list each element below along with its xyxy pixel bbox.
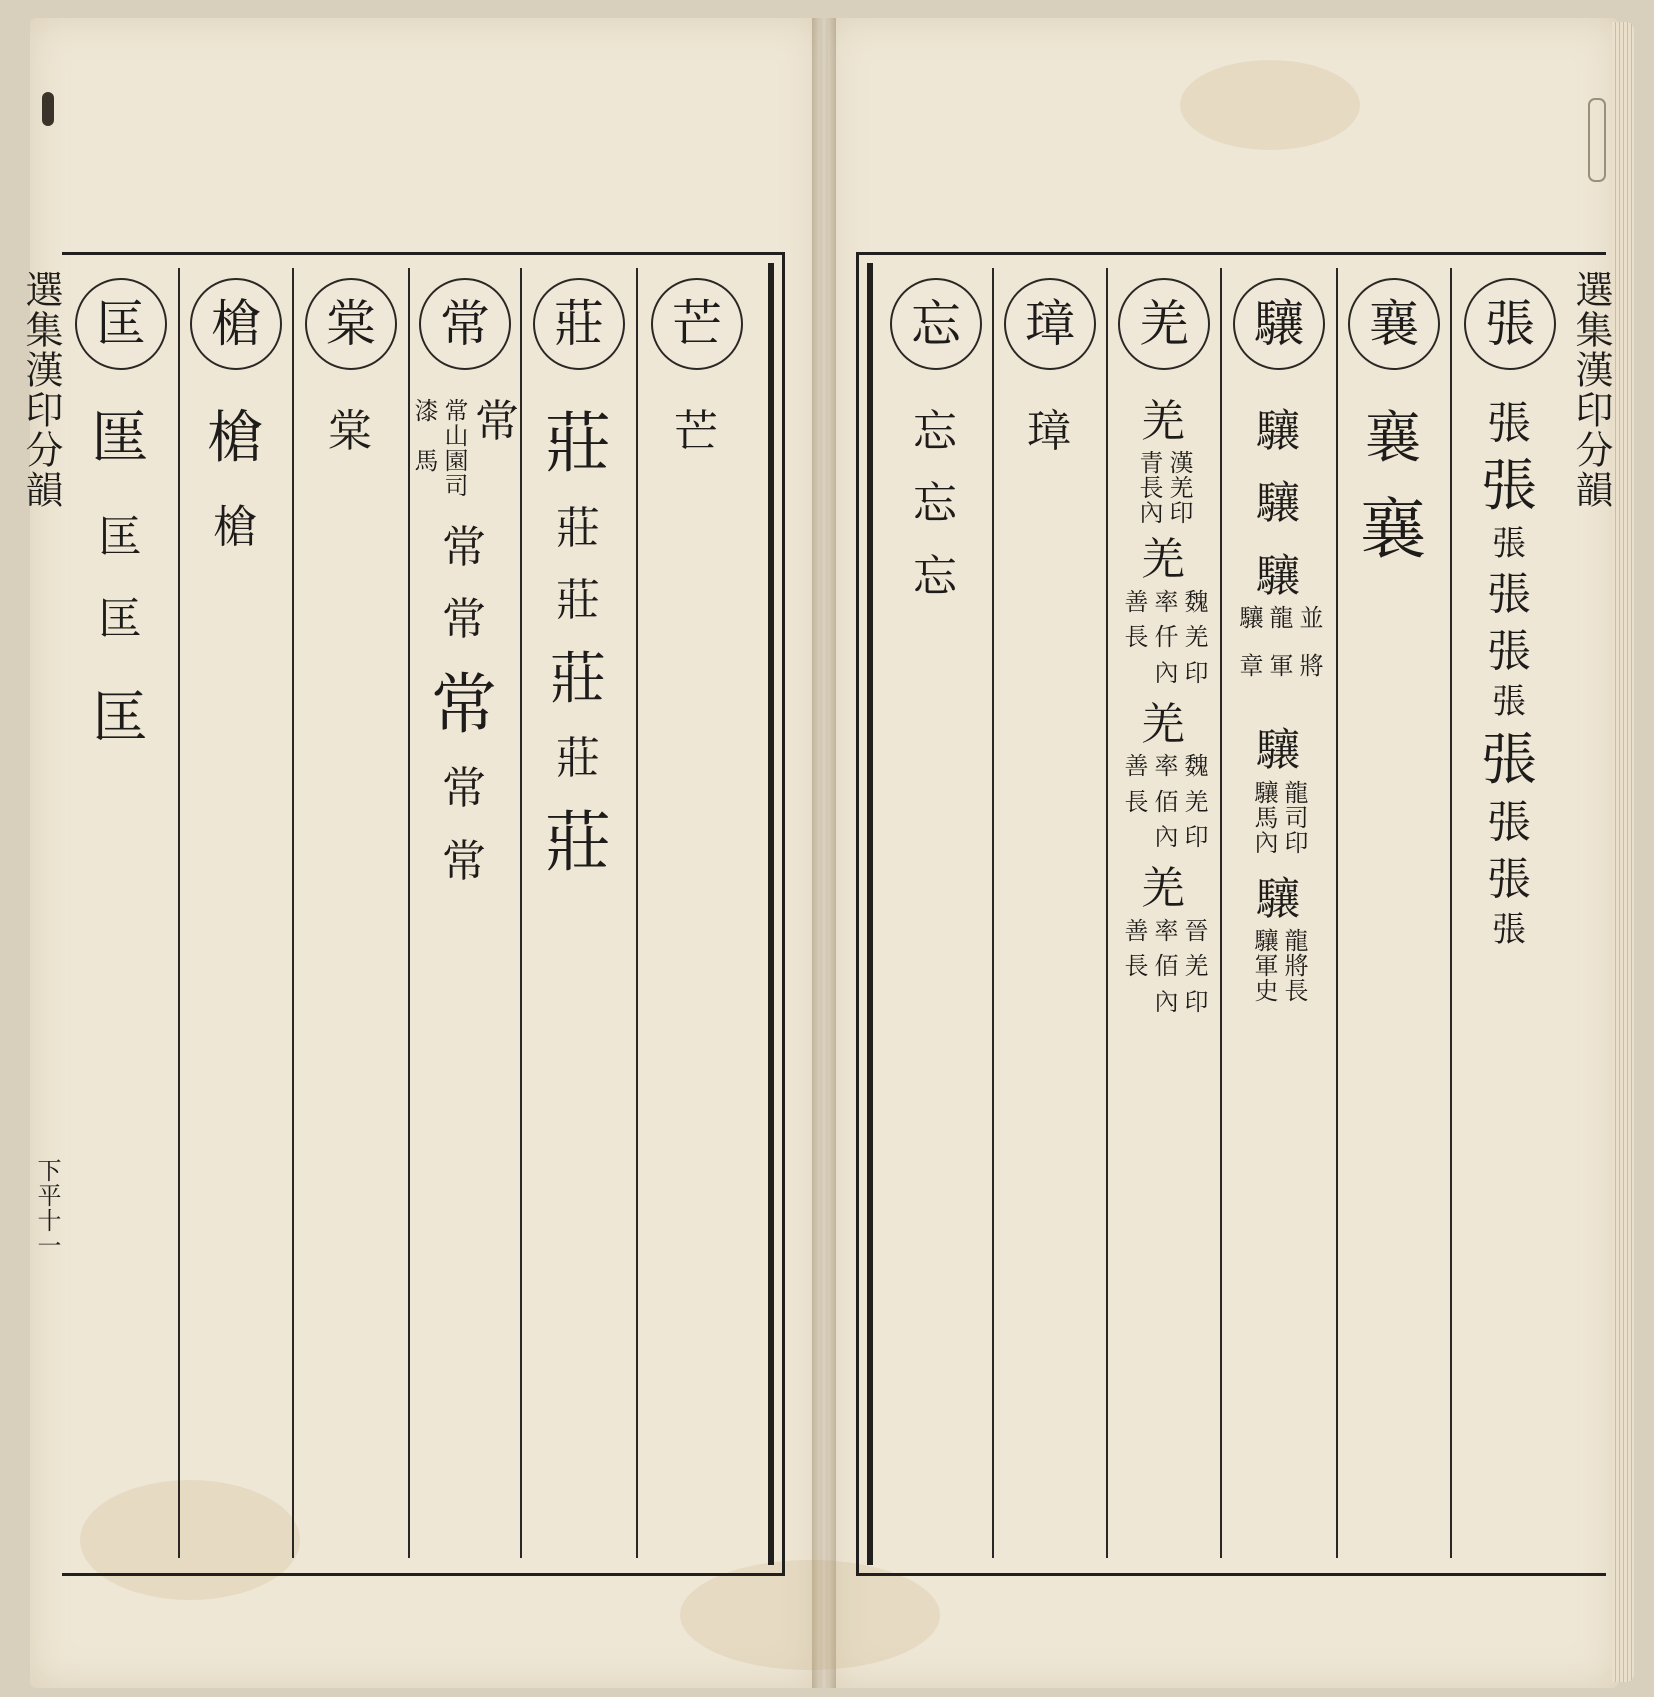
head-character: 驤 [1233, 278, 1325, 370]
seal-source-note: 常山漆 園司馬 [410, 398, 468, 498]
seal-form: 忘 [913, 478, 959, 530]
entry-column [410, 268, 520, 1558]
entry-column [64, 268, 178, 1558]
seal-form: 匡 [92, 686, 150, 752]
seal-form: 驤 [1256, 550, 1302, 602]
entry-column [294, 268, 408, 1558]
seal-form: 張 [1487, 569, 1533, 621]
entry-column [1222, 268, 1336, 1558]
form-with-note [409, 398, 521, 514]
seal-form: 驤 [1256, 725, 1302, 777]
head-character: 璋 [1004, 278, 1096, 370]
head-character: 莊 [533, 278, 625, 370]
seal-form: 襄 [1360, 490, 1428, 568]
seal-source-note: 龍驤 司馬 印內 [1250, 779, 1308, 855]
head-character: 匡 [75, 278, 167, 370]
seal-form: 驤 [1256, 478, 1302, 530]
seal-form: 棠 [328, 406, 374, 457]
binding-hole [1588, 98, 1606, 182]
entry-column [1108, 268, 1220, 1558]
seal-form: 匡 [98, 593, 144, 645]
seal-form: 羌 [1141, 863, 1187, 915]
seal-source-note: 魏率善 羌佰長 印內 [1120, 753, 1208, 850]
seal-form: 張 [1481, 454, 1539, 520]
seal-form: 匡 [98, 511, 144, 563]
seal-form: 匩 [92, 406, 150, 471]
seal-form: 璋 [1027, 406, 1073, 457]
entry-column [180, 268, 292, 1558]
seal-form: 莊 [556, 574, 602, 626]
seal-source-note: 晉率善 羌佰長 印內 [1120, 917, 1208, 1014]
seal-form: 忘 [913, 406, 959, 457]
seal-form: 常 [442, 835, 488, 887]
entry-column [994, 268, 1106, 1558]
entry-column [1452, 268, 1568, 1558]
seal-source-note: 龍驤 將軍 長史 [1250, 927, 1308, 1003]
seal-source-note: 魏率善 羌仟長 印內 [1120, 588, 1208, 685]
seal-form: 芒 [674, 406, 720, 457]
head-character: 襄 [1348, 278, 1440, 370]
head-character: 張 [1464, 278, 1556, 370]
seal-form: 槍 [207, 406, 265, 471]
entry-column [1338, 268, 1450, 1558]
seal-form: 莊 [556, 502, 602, 554]
seal-form: 羌 [1141, 396, 1187, 447]
seal-form: 張 [1481, 727, 1539, 793]
page-marker: 下平十一 [33, 1158, 61, 1258]
seal-form: 張 [1492, 523, 1528, 564]
seal-form: 襄 [1365, 406, 1423, 471]
page-edges [1612, 22, 1634, 1682]
seal-form: 莊 [545, 405, 613, 482]
seal-form: 驤 [1256, 406, 1302, 457]
seal-form: 張 [1487, 797, 1533, 849]
head-character: 棠 [305, 278, 397, 370]
seal-form: 莊 [556, 732, 602, 784]
seal-form: 張 [1487, 625, 1533, 677]
left-margin-title: 選集漢印分韻 [19, 270, 63, 510]
seal-form: 驤 [1256, 873, 1302, 925]
seal-form: 槍 [213, 501, 259, 553]
paper-stain [680, 1560, 940, 1670]
seal-form: 常 [442, 763, 488, 815]
seal-form: 羌 [1141, 698, 1187, 750]
seal-form: 張 [1492, 909, 1528, 950]
seal-form: 常 [475, 396, 521, 447]
binding-hole [42, 92, 54, 126]
head-character: 常 [419, 278, 511, 370]
head-character: 羌 [1118, 278, 1210, 370]
seal-form: 張 [1487, 853, 1533, 905]
head-character: 槍 [190, 278, 282, 370]
book-gutter [812, 18, 836, 1688]
seal-form: 羌 [1141, 534, 1187, 586]
entry-column [638, 268, 756, 1558]
entry-column [522, 268, 636, 1558]
seal-form: 張 [1487, 398, 1533, 449]
seal-source-note: 漢青 羌長 印內 [1135, 450, 1193, 526]
seal-source-note: 並龍驤 將軍章 [1235, 605, 1323, 679]
head-character: 忘 [890, 278, 982, 370]
right-margin-title: 選集漢印分韻 [1569, 270, 1613, 510]
seal-form: 張 [1492, 682, 1528, 723]
entry-column [880, 268, 992, 1558]
paper-stain [1180, 60, 1360, 150]
seal-form: 莊 [545, 804, 613, 882]
seal-form: 常 [442, 522, 488, 573]
seal-form: 莊 [550, 647, 608, 713]
head-character: 芒 [651, 278, 743, 370]
seal-form: 常 [442, 594, 488, 646]
seal-form: 忘 [913, 550, 959, 602]
seal-form: 常 [431, 665, 499, 743]
